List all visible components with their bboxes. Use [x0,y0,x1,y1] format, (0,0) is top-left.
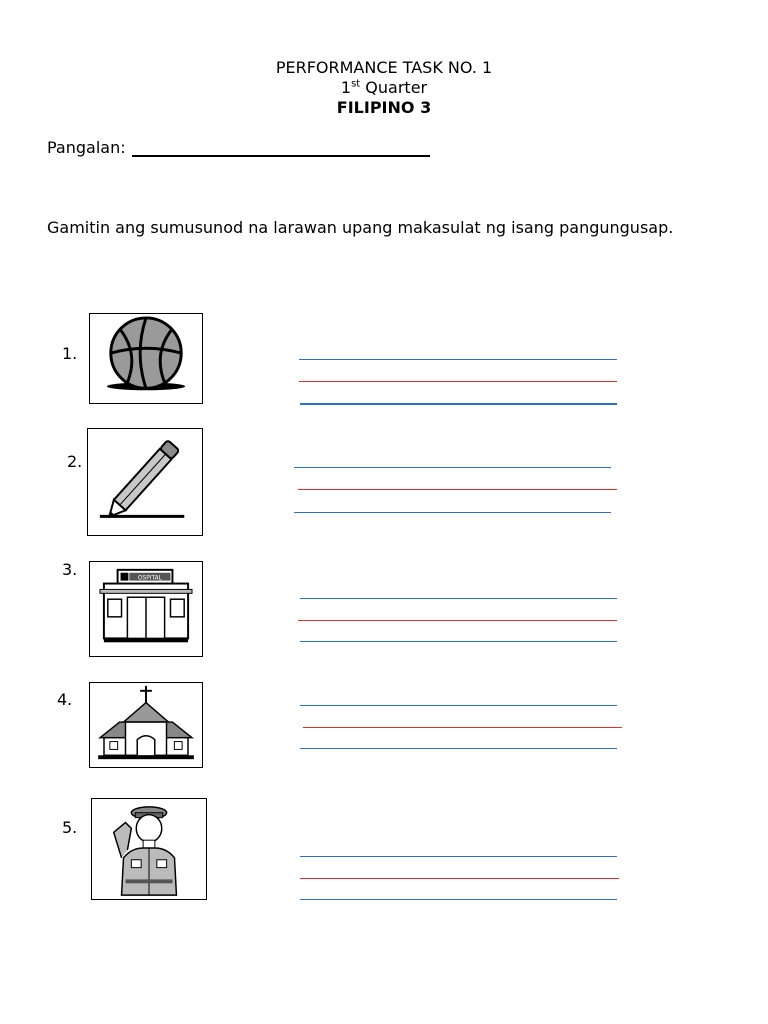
item-number: 1. [62,344,78,363]
hospital-icon [89,561,203,657]
name-label: Pangalan: [47,138,126,157]
item-number: 5. [62,818,78,837]
quarter-word: Quarter [365,78,428,97]
writing-line-red [303,727,622,728]
writing-line-blue [300,641,617,642]
writing-line-blue [294,512,611,513]
church-icon [89,682,203,768]
instructions-text: Gamitin ang sumusunod na larawan upang makasulat ng isang pangungusap. [47,218,674,237]
writing-line-red [298,620,617,621]
basketball-icon [89,313,203,404]
writing-line-blue [294,467,611,468]
quarter-label [0,78,768,98]
subject-title: FILIPINO 3 [336,98,432,117]
name-blank-line[interactable] [132,137,430,157]
writing-line-red [299,381,617,382]
name-row [47,137,430,157]
writing-line-blue [300,598,617,599]
writing-line-blue [300,856,617,857]
writing-line-red [300,878,619,879]
item-number: 3. [62,560,78,579]
writing-line-blue [300,403,617,405]
writing-line-blue [299,359,617,360]
pencil-icon [87,428,203,536]
writing-line-blue [300,705,617,706]
writing-line-blue [300,899,617,900]
writing-line-blue [300,748,617,749]
worksheet-header [0,58,768,118]
police-officer-icon [91,798,207,900]
writing-line-red [298,489,617,490]
item-number: 2. [67,452,83,471]
worksheet-title: PERFORMANCE TASK NO. 1 [275,58,493,77]
quarter-number: 1 [340,78,352,97]
item-number: 4. [57,690,73,709]
hospital-sign-text: OSPITAL [137,575,162,582]
quarter-suffix: st [351,78,361,90]
